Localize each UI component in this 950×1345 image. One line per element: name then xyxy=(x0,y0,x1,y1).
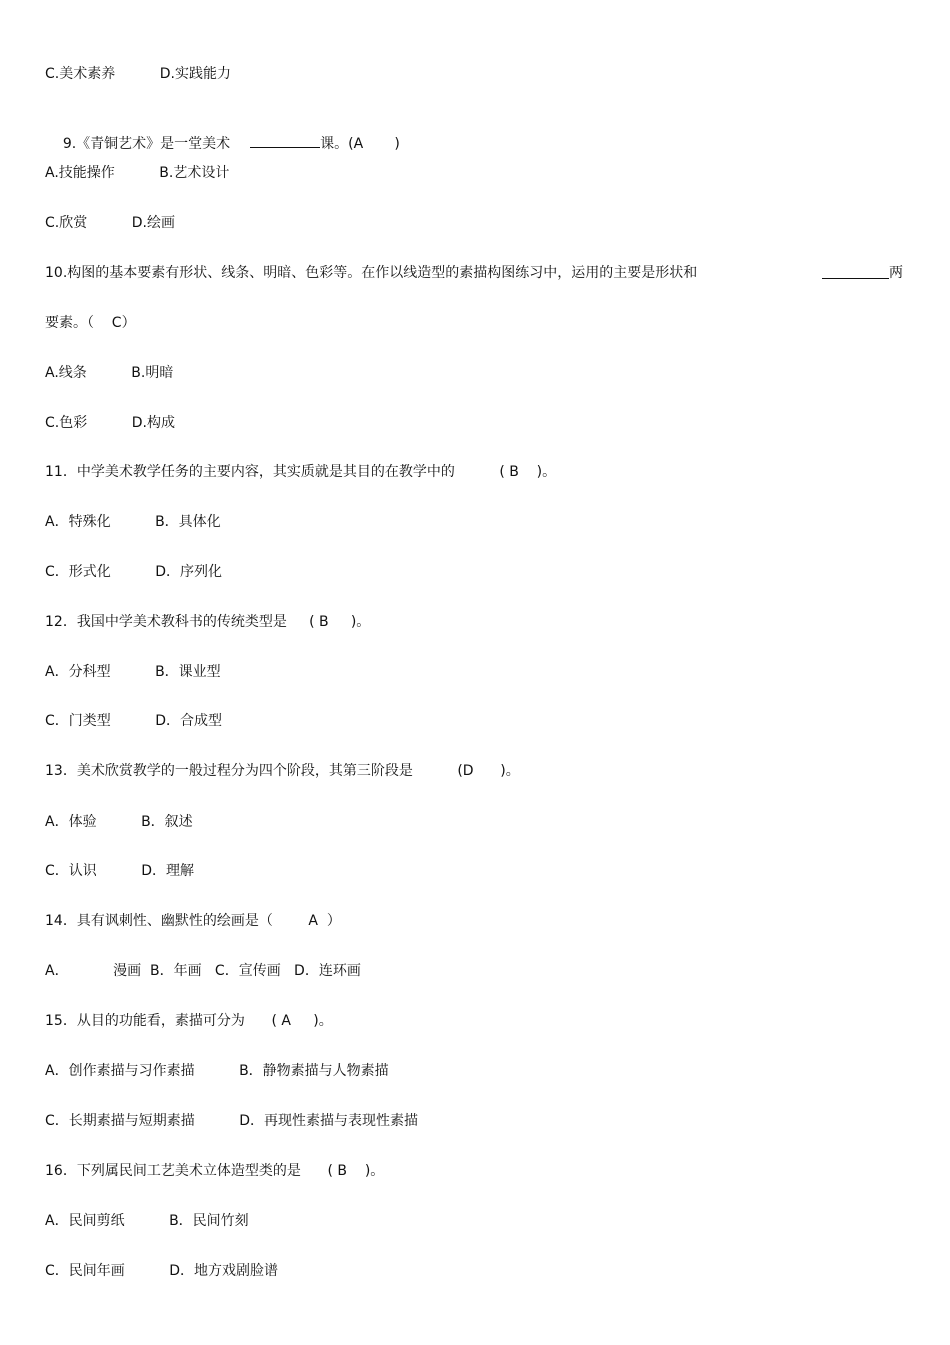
q13-options-cd: C．认识 D．理解 xyxy=(45,863,195,879)
q15-stem: 15．从目的功能看，素描可分为 ( A )。 xyxy=(45,1013,333,1029)
q9-options-cd: C.欣赏 D.绘画 xyxy=(45,215,175,231)
q10-options-ab: A.线条 B.明暗 xyxy=(45,365,174,381)
q16-stem: 16．下列属民间工艺美术立体造型类的是 ( B )。 xyxy=(45,1163,385,1179)
q14-options: A． 漫画 B．年画 C．宣传画 D．连环画 xyxy=(45,963,361,979)
q14-stem: 14．具有讽刺性、幽默性的绘画是（ A ） xyxy=(45,913,341,929)
q16-options-cd: C．民间年画 D．地方戏剧脸谱 xyxy=(45,1263,279,1279)
q10-stem: 10.构图的基本要素有形状、线条、明暗、色彩等。在作以线造型的素描构图练习中，运用的主要是形状和 xyxy=(45,265,698,281)
q10-stem-tail: 两 xyxy=(889,265,903,281)
q13-stem: 13．美术欣赏教学的一般过程分为四个阶段，其第三阶段是 (D )。 xyxy=(45,763,520,779)
q15-options-cd: C．长期素描与短期素描 D．再现性素描与表现性素描 xyxy=(45,1113,419,1129)
q16-options-ab: A．民间剪纸 B．民间竹刻 xyxy=(45,1213,249,1229)
q9-stem xyxy=(45,115,400,171)
q12-options-ab: A．分科型 B．课业型 xyxy=(45,664,221,680)
q9-suffix: 课。(A ) xyxy=(320,136,400,152)
q9-options-ab: A.技能操作 B.艺术设计 xyxy=(45,165,230,181)
q9-blank xyxy=(250,133,320,148)
q11-options-cd: C．形式化 D．序列化 xyxy=(45,564,223,580)
q11-stem: 11．中学美术教学任务的主要内容，其实质就是其目的在教学中的 ( B )。 xyxy=(45,464,557,480)
q11-options-ab: A．特殊化 B．具体化 xyxy=(45,514,221,530)
q8-options-cd: C.美术素养 D.实践能力 xyxy=(45,66,231,82)
q10-stem-cont: 要素。（ C） xyxy=(45,315,136,331)
q12-stem: 12．我国中学美术教科书的传统类型是 ( B )。 xyxy=(45,614,371,630)
q9-prefix: 9.《青铜艺术》是一堂美术 xyxy=(62,136,231,152)
q10-blank xyxy=(822,264,889,279)
q10-options-cd: C.色彩 D.构成 xyxy=(45,415,175,431)
q12-options-cd: C．门类型 D．合成型 xyxy=(45,713,223,729)
q13-options-ab: A．体验 B．叙述 xyxy=(45,814,193,830)
q15-options-ab: A．创作素描与习作素描 B．静物素描与人物素描 xyxy=(45,1063,389,1079)
